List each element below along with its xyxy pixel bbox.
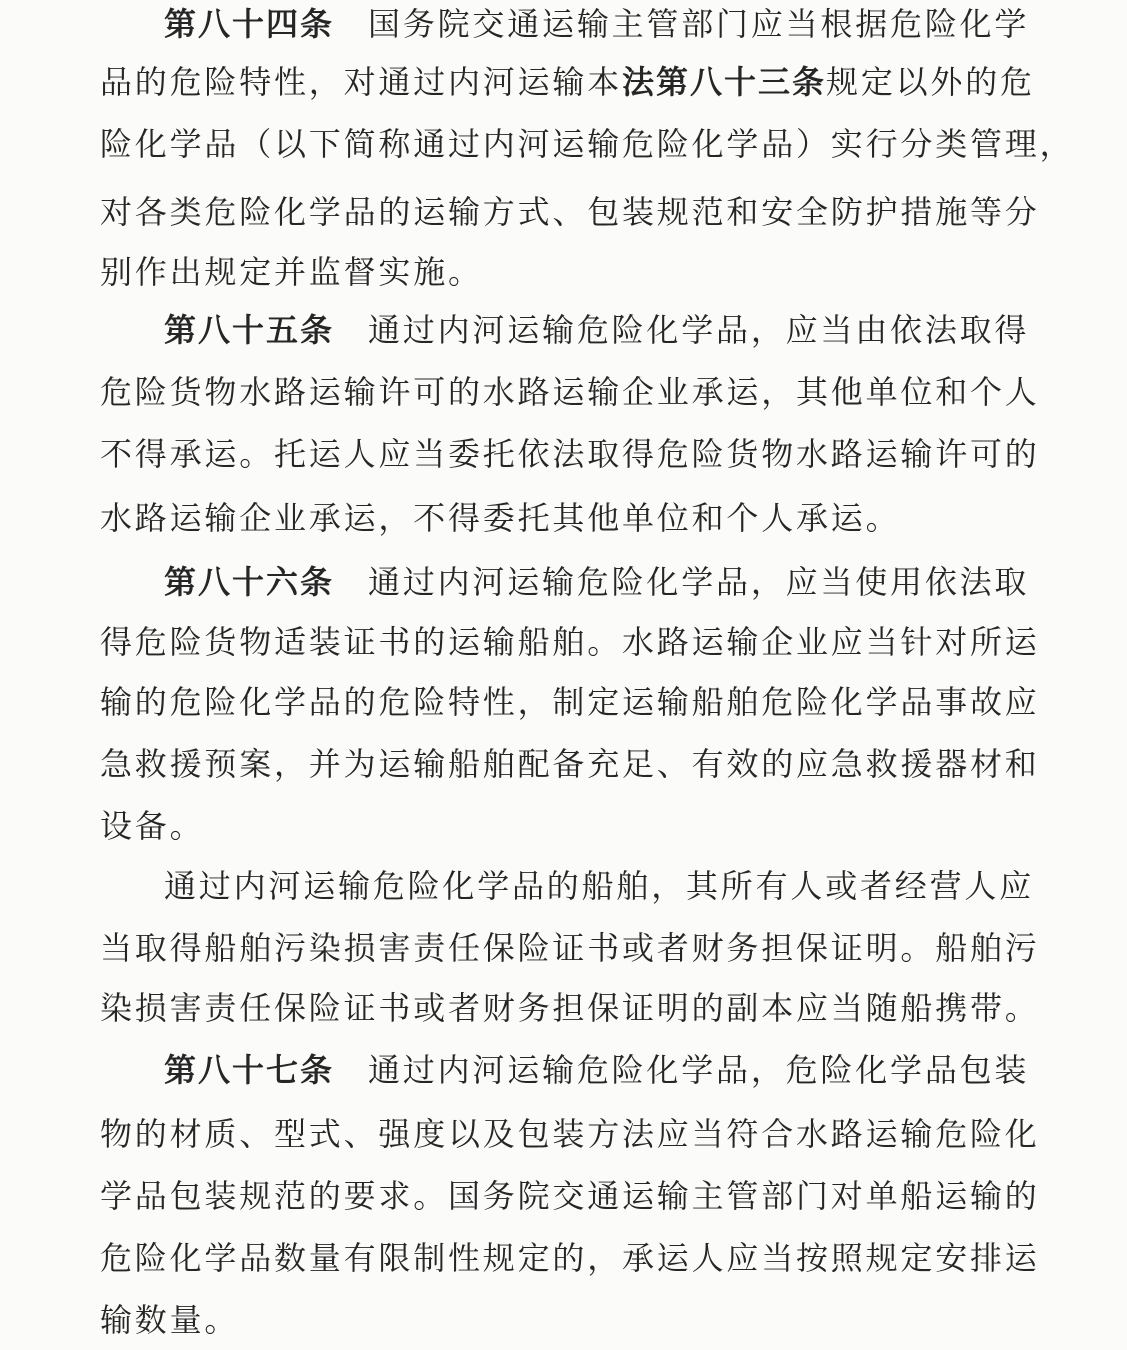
article-85-line-4: 水路运输企业承运，不得委托其他单位和个人承运。 xyxy=(100,499,901,537)
article-86-line-2: 得危险货物适装证书的运输船舶。水路运输企业应当针对所运 xyxy=(100,623,1040,661)
article-84-line-1 xyxy=(164,0,1064,54)
article-87-line-1 xyxy=(164,1040,1064,1100)
article-cross-reference: 法第八十三条 xyxy=(622,63,827,101)
article-86-line-1 xyxy=(164,552,1064,612)
article-86-para-2-line-2: 当取得船舶污染损害责任保险证书或者财务担保证明。船舶污 xyxy=(100,929,1040,967)
article-84-line-5: 别作出规定并监督实施。 xyxy=(100,253,483,291)
article-84-text: 规定以外的危 xyxy=(826,63,1035,101)
article-84-text: 品的危险特性，对通过内河运输本 xyxy=(100,63,623,101)
article-85-text: 通过内河运输危险化学品，应当由依法取得 xyxy=(368,311,1030,349)
article-86-heading: 第八十六条 xyxy=(164,563,335,601)
article-84-line-4: 对各类危险化学品的运输方式、包装规范和安全防护措施等分 xyxy=(100,193,1040,231)
article-84-heading: 第八十四条 xyxy=(164,5,335,43)
article-87-text: 通过内河运输危险化学品，危险化学品包装 xyxy=(368,1051,1030,1089)
article-84-text: 国务院交通运输主管部门应当根据危险化学 xyxy=(368,5,1030,43)
article-87-line-4: 危险化学品数量有限制性规定的，承运人应当按照规定安排运 xyxy=(100,1239,1040,1277)
article-86-line-3: 输的危险化学品的危险特性，制定运输船舶危险化学品事故应 xyxy=(100,683,1040,721)
article-85-heading: 第八十五条 xyxy=(164,311,335,349)
article-87-line-5: 输数量。 xyxy=(100,1301,240,1339)
article-86-para-2-line-3: 染损害责任保险证书或者财务担保证明的副本应当随船携带。 xyxy=(100,989,1040,1027)
article-85-line-3: 不得承运。托运人应当委托依法取得危险货物水路运输许可的 xyxy=(100,435,1040,473)
article-86-para-2-line-1: 通过内河运输危险化学品的船舶，其所有人或者经营人应 xyxy=(164,867,1035,905)
article-86-line-4: 急救援预案，并为运输船舶配备充足、有效的应急救援器材和 xyxy=(100,745,1040,783)
article-86-text: 通过内河运输危险化学品，应当使用依法取 xyxy=(368,563,1030,601)
article-87-line-3: 学品包装规范的要求。国务院交通运输主管部门对单船运输的 xyxy=(100,1177,1040,1215)
article-87-line-2: 物的材质、型式、强度以及包装方法应当符合水路运输危险化 xyxy=(100,1115,1040,1153)
article-87-heading: 第八十七条 xyxy=(164,1051,335,1089)
article-85-line-1 xyxy=(164,300,1064,360)
article-84-line-3: 险化学品（以下简称通过内河运输危险化学品）实行分类管理， xyxy=(100,125,1075,163)
article-86-line-5: 设备。 xyxy=(100,807,205,845)
article-85-line-2: 危险货物水路运输许可的水路运输企业承运，其他单位和个人 xyxy=(100,373,1040,411)
article-84-line-2 xyxy=(100,52,1035,112)
